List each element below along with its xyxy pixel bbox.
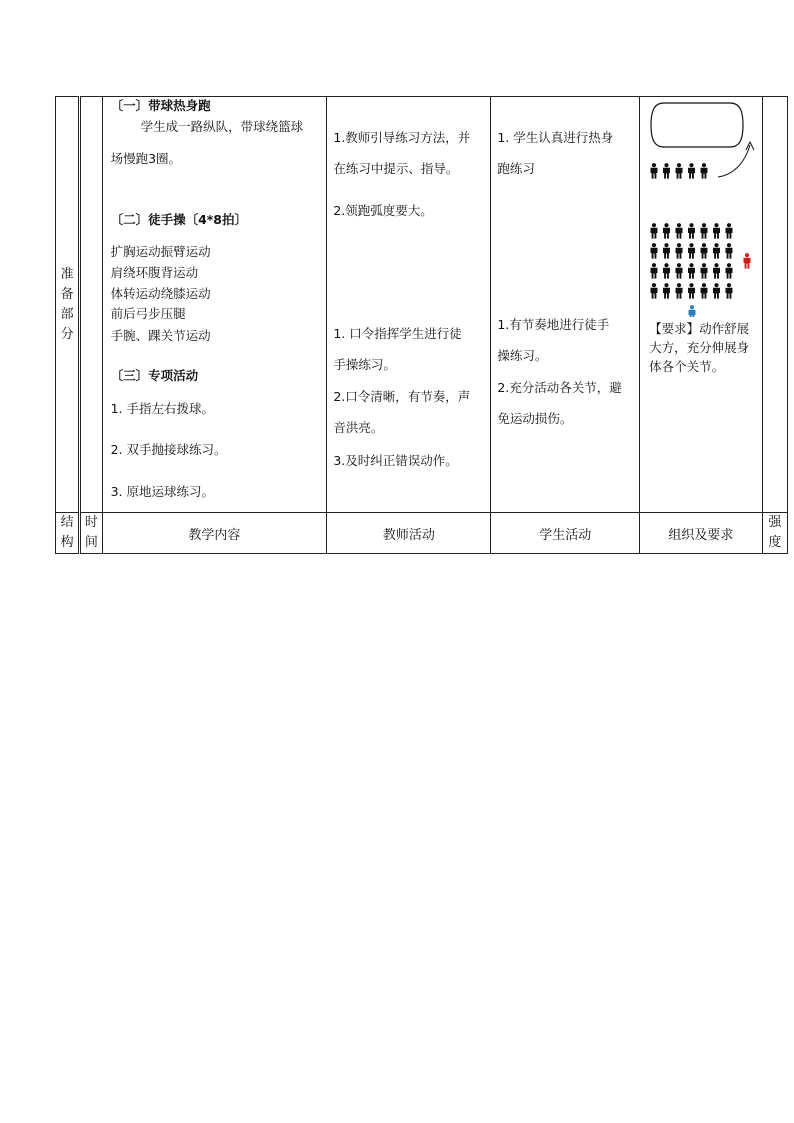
person-icon (713, 223, 720, 239)
header-char: 结 (60, 515, 74, 530)
sec3-item: 3. 原地运球练习。 (110, 484, 214, 499)
header-row (56, 513, 788, 554)
person-icon (726, 243, 733, 259)
person-icon (726, 283, 733, 299)
header-teacher: 教师活动 (327, 513, 491, 554)
section-label-char: 准 (60, 266, 74, 282)
person-icon (701, 263, 708, 279)
header-intensity (762, 513, 787, 554)
sec2-item: 手腕、踝关节运动 (110, 328, 211, 343)
header-organization: 组织及要求 (640, 513, 763, 554)
header-char: 构 (60, 535, 74, 550)
person-icon (676, 263, 683, 279)
person-icon (663, 243, 670, 259)
person-icon (651, 263, 658, 279)
person-icon (701, 283, 708, 299)
person-icon (663, 163, 670, 179)
teacher-activity-cell (327, 97, 491, 513)
preparation-row (56, 97, 788, 513)
teacher-marker-red (744, 253, 751, 269)
header-time (80, 513, 102, 554)
sec1-line: 场慢跑3圈。 (110, 151, 182, 166)
student-line: 1.有节奏地进行徒手 (497, 317, 610, 332)
person-icon (663, 283, 670, 299)
sec3-title: 〔三〕专项活动 (110, 368, 199, 383)
person-icon (676, 223, 683, 239)
person-icon (701, 163, 708, 179)
student-line: 免运动损伤。 (497, 411, 573, 426)
person-icon (651, 163, 658, 179)
teacher-line: 2.领跑弧度要大。 (333, 203, 433, 218)
teacher-marker-blue (689, 305, 696, 317)
sec2-item: 前后弓步压腿 (110, 306, 186, 321)
student-line: 跑练习 (497, 161, 535, 176)
person-icon (651, 243, 658, 259)
section-label-char: 分 (60, 326, 74, 342)
sec2-item: 体转运动绕膝运动 (110, 286, 211, 301)
person-icon (689, 305, 696, 317)
teacher-line: 手操练习。 (333, 357, 396, 372)
teacher-line: 1. 口令指挥学生进行徒 (333, 326, 462, 341)
lesson-plan-table (55, 96, 788, 554)
person-icon (688, 283, 695, 299)
student-activity-cell (491, 97, 640, 513)
sec1-line: 学生成一路纵队，带球绕篮球 (140, 119, 304, 134)
person-icon (744, 253, 751, 269)
sec3-item: 1. 手指左右拨球。 (110, 401, 214, 416)
organization-requirement: 【要求】动作舒展大方，充分伸展身体各个关节。 (649, 321, 750, 374)
formation-diagram (640, 97, 761, 317)
person-icon (688, 243, 695, 259)
header-char: 时 (84, 515, 98, 530)
person-icon (713, 263, 720, 279)
person-icon (663, 223, 670, 239)
person-icon (726, 263, 733, 279)
header-char: 间 (84, 535, 98, 550)
person-icon (701, 223, 708, 239)
header-student: 学生活动 (491, 513, 640, 554)
running-track-shape (651, 103, 743, 147)
teacher-line: 3.及时纠正错误动作。 (333, 453, 458, 468)
student-column (651, 163, 708, 179)
person-icon (713, 283, 720, 299)
teacher-line: 1.教师引导练习方法，并 (333, 130, 471, 145)
person-icon (688, 163, 695, 179)
person-icon (688, 223, 695, 239)
person-icon (676, 243, 683, 259)
sec2-title: 〔二〕徒手操〔4*8拍〕 (110, 212, 247, 227)
direction-arrow (718, 145, 750, 177)
sec3-item: 2. 双手抛接球练习。 (110, 442, 227, 457)
person-icon (676, 163, 683, 179)
person-icon (688, 263, 695, 279)
teacher-line: 在练习中提示、指导。 (333, 161, 459, 176)
sec2-item: 扩胸运动振臂运动 (110, 244, 211, 259)
student-line: 1. 学生认真进行热身 (497, 130, 614, 145)
section-label-char: 备 (60, 286, 74, 302)
person-icon (701, 243, 708, 259)
section-label-cell (56, 97, 80, 513)
person-icon (726, 223, 733, 239)
person-icon (651, 283, 658, 299)
teacher-line: 2.口令清晰，有节奏，声 (333, 389, 471, 404)
sec1-title: 〔一〕带球热身跑 (110, 98, 211, 113)
student-formation (651, 223, 733, 299)
header-char: 强 (768, 515, 782, 530)
student-line: 2.充分活动各关节，避 (497, 380, 622, 395)
header-content: 教学内容 (102, 513, 327, 554)
time-cell (80, 97, 102, 513)
intensity-cell (762, 97, 787, 513)
sec2-item: 肩绕环腹背运动 (110, 265, 199, 280)
person-icon (713, 243, 720, 259)
person-icon (651, 223, 658, 239)
header-char: 度 (768, 535, 782, 550)
section-label-char: 部 (60, 306, 74, 322)
person-icon (676, 283, 683, 299)
organization-cell (640, 97, 763, 513)
content-cell (102, 97, 327, 513)
student-line: 操练习。 (497, 348, 548, 363)
header-structure (56, 513, 80, 554)
teacher-line: 音洪亮。 (333, 420, 384, 435)
person-icon (663, 263, 670, 279)
